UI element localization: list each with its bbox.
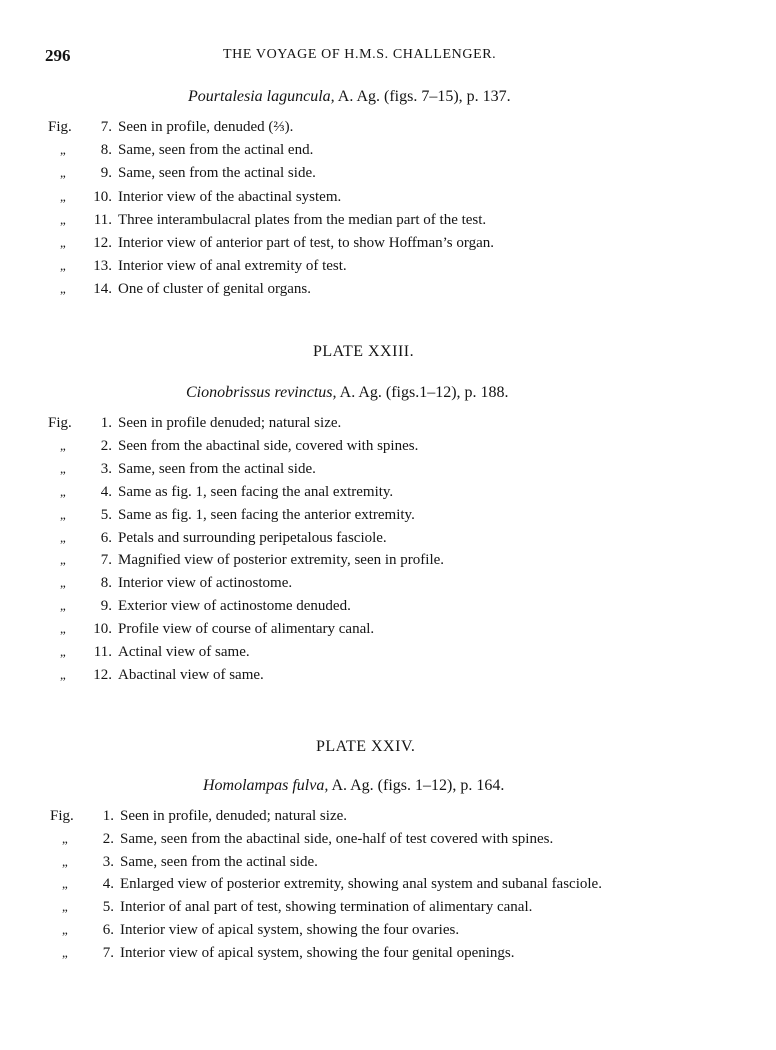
species-name: Homolampas fulva,	[203, 777, 329, 794]
ditto-mark: „	[62, 922, 68, 937]
figure-number: 1.	[102, 808, 114, 824]
page-number: 296	[45, 46, 71, 65]
figure-entry	[48, 438, 740, 461]
figure-description: Seen in profile, denuded (⅔).	[118, 119, 294, 135]
figure-entry	[48, 189, 740, 212]
figure-description: Seen in profile, denuded; natural size.	[120, 808, 348, 824]
figure-description: Exterior view of actinostome denuded.	[118, 598, 351, 614]
figure-number: 12.	[93, 667, 112, 683]
species-reference: A. Ag. (figs. 7–15), p. 137.	[337, 88, 511, 105]
ditto-mark: „	[60, 575, 66, 590]
ditto-mark: „	[60, 165, 66, 180]
figure-description: Same, seen from the actinal side.	[118, 165, 316, 181]
species-heading	[203, 777, 504, 795]
figure-entry	[48, 235, 740, 258]
figure-number: 7.	[102, 945, 114, 961]
figure-description: Same as fig. 1, seen facing the anal extremity.	[118, 484, 394, 500]
figure-description: Interior view of apical system, showing the four ovaries.	[120, 922, 460, 938]
figure-description: Interior view of anterior part of test, to show Hoffman’s organ.	[118, 235, 495, 251]
figure-entry	[48, 507, 740, 530]
figure-number: 14.	[93, 281, 112, 297]
plate-title: PLATE XXIV.	[316, 738, 416, 755]
figure-entry	[48, 142, 740, 165]
figure-description: Same, seen from the abactinal side, one-half of test covered with spines.	[120, 831, 554, 847]
ditto-mark: „	[60, 281, 66, 296]
figure-number: 10.	[93, 189, 112, 205]
figure-entry	[50, 899, 740, 922]
figure-number: 7.	[100, 552, 112, 568]
figure-entry	[50, 876, 740, 899]
ditto-mark: „	[60, 598, 66, 613]
figure-entry	[48, 281, 740, 304]
figure-number: 3.	[102, 854, 114, 870]
figure-entry	[50, 854, 740, 877]
figure-number: 3.	[100, 461, 112, 477]
figure-entry	[50, 922, 740, 945]
ditto-mark: „	[60, 530, 66, 545]
ditto-mark: „	[62, 945, 68, 960]
ditto-mark: „	[60, 621, 66, 636]
species-name: Pourtalesia laguncula,	[188, 88, 335, 105]
figure-description: Three interambulacral plates from the median part of the test.	[118, 212, 487, 228]
figure-description: Same as fig. 1, seen facing the anterior extremity.	[118, 507, 415, 523]
figure-description: Same, seen from the actinal side.	[120, 854, 318, 870]
ditto-mark: „	[60, 484, 66, 499]
figure-number: 11.	[93, 212, 112, 228]
ditto-mark: „	[60, 212, 66, 227]
figure-entry	[48, 461, 740, 484]
figure-entry	[48, 119, 740, 142]
running-title: THE VOYAGE OF H.M.S. CHALLENGER.	[223, 47, 497, 62]
figure-entry	[48, 165, 740, 188]
figure-number: 1.	[100, 415, 112, 431]
figure-number: 6.	[102, 922, 114, 938]
figure-number: 2.	[102, 831, 114, 847]
figure-number: 5.	[100, 507, 112, 523]
ditto-mark: „	[62, 831, 68, 846]
figure-entry	[50, 831, 740, 854]
ditto-mark: „	[60, 552, 66, 567]
ditto-mark: „	[60, 142, 66, 157]
figure-entry	[48, 644, 740, 667]
figure-entry	[48, 212, 740, 235]
figure-description: Same, seen from the actinal end.	[118, 142, 314, 158]
species-heading	[186, 384, 509, 402]
ditto-mark: „	[60, 507, 66, 522]
ditto-mark: „	[62, 876, 68, 891]
figure-description: Interior view of anal extremity of test.	[118, 258, 347, 274]
figure-number: 5.	[102, 899, 114, 915]
figure-description: Magnified view of posterior extremity, seen in profile.	[118, 552, 445, 568]
figure-entry	[48, 575, 740, 598]
figure-number: 9.	[100, 165, 112, 181]
figure-description: Seen in profile denuded; natural size.	[118, 415, 342, 431]
figure-description: Petals and surrounding peripetalous fasciole.	[118, 530, 387, 546]
figure-description: Interior view of apical system, showing the four genital openings.	[120, 945, 515, 961]
plate-title: PLATE XXIII.	[313, 343, 415, 360]
figure-entry	[48, 621, 740, 644]
species-name: Cionobrissus revinctus,	[186, 384, 337, 401]
ditto-mark: „	[60, 258, 66, 273]
figure-number: 8.	[100, 142, 112, 158]
figure-description: Actinal view of same.	[118, 644, 250, 660]
figure-description: Interior view of actinostome.	[118, 575, 293, 591]
figure-description: Enlarged view of posterior extremity, showing anal system and subanal fasciole.	[120, 876, 602, 892]
figure-entry	[48, 415, 740, 438]
ditto-mark: „	[62, 854, 68, 869]
ditto-mark: „	[60, 667, 66, 682]
ditto-mark: „	[60, 644, 66, 659]
figure-description: Seen from the abactinal side, covered with spines.	[118, 438, 419, 454]
figure-number: 9.	[100, 598, 112, 614]
figure-number: 8.	[100, 575, 112, 591]
ditto-mark: „	[60, 189, 66, 204]
figure-number: 13.	[93, 258, 112, 274]
figure-description: Same, seen from the actinal side.	[118, 461, 316, 477]
figure-number: 12.	[93, 235, 112, 251]
figure-description: One of cluster of genital organs.	[118, 281, 312, 297]
figure-number: 4.	[102, 876, 114, 892]
figure-entry	[48, 598, 740, 621]
figure-description: Abactinal view of same.	[118, 667, 264, 683]
figure-entry	[48, 667, 740, 690]
figure-entry	[50, 945, 740, 968]
figure-entry	[50, 808, 740, 831]
figure-number: 10.	[93, 621, 112, 637]
figure-entry	[48, 484, 740, 507]
fig-label: Fig.	[48, 119, 72, 135]
figure-number: 11.	[93, 644, 112, 660]
figure-number: 7.	[100, 119, 112, 135]
figure-entry	[48, 258, 740, 281]
figure-entry	[48, 530, 740, 553]
figure-description: Profile view of course of alimentary canal.	[118, 621, 375, 637]
figure-number: 6.	[100, 530, 112, 546]
ditto-mark: „	[60, 438, 66, 453]
fig-label: Fig.	[50, 808, 74, 824]
ditto-mark: „	[62, 899, 68, 914]
species-reference: A. Ag. (figs.1–12), p. 188.	[339, 384, 509, 401]
page-header	[45, 46, 736, 68]
species-reference: A. Ag. (figs. 1–12), p. 164.	[331, 777, 505, 794]
ditto-mark: „	[60, 461, 66, 476]
figure-description: Interior view of the abactinal system.	[118, 189, 342, 205]
figure-number: 4.	[100, 484, 112, 500]
figure-number: 2.	[100, 438, 112, 454]
species-heading	[188, 88, 511, 106]
figure-entry	[48, 552, 740, 575]
fig-label: Fig.	[48, 415, 72, 431]
figure-description: Interior of anal part of test, showing termination of alimentary canal.	[120, 899, 533, 915]
ditto-mark: „	[60, 235, 66, 250]
